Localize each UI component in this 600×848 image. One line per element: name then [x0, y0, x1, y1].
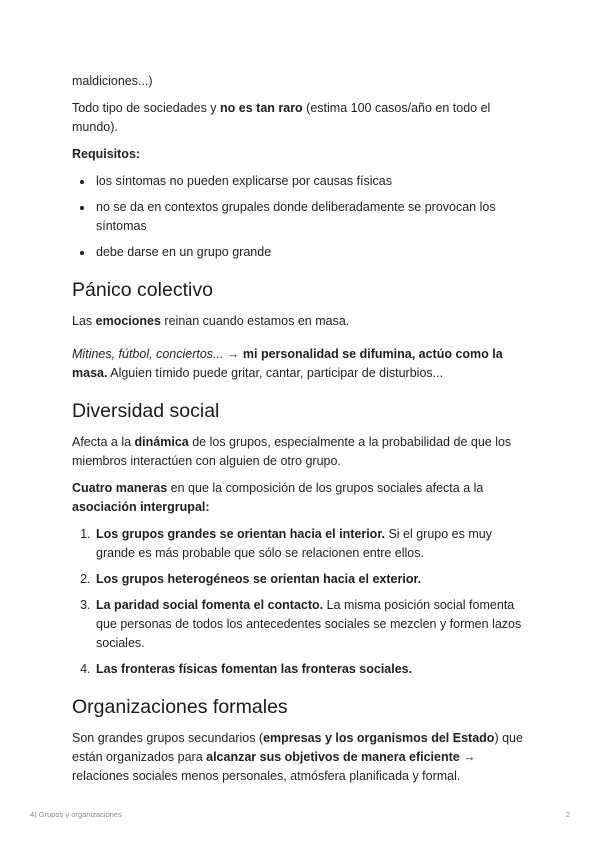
bold-text: Los grupos grandes se orientan hacia el interior.: [96, 527, 385, 541]
list-item: [94, 660, 528, 679]
list-item: • los síntomas no pueden explicarse por causas físicas: [94, 172, 528, 191]
intro-fragment: maldiciones...): [72, 74, 153, 88]
bold-text: dinámica: [134, 435, 189, 449]
footer-document-title: 4) Grupos y organizaciones: [30, 810, 122, 819]
text-run: en que la composición de los grupos sociales afecta a la: [167, 481, 484, 495]
section-heading-panico: Pánico colectivo: [72, 279, 213, 301]
list-item: • debe darse en un grupo grande: [94, 243, 528, 262]
bold-text: Requisitos:: [72, 147, 141, 161]
list-item: • no se da en contextos grupales donde deliberadamente se provocan los síntomas: [94, 198, 528, 236]
bold-text: Las fronteras físicas fomentan las fronteras sociales.: [96, 662, 413, 676]
diversidad-paragraph-2: [72, 479, 528, 517]
text-run: reinan cuando estamos en masa.: [160, 314, 350, 328]
text-run: Las: [72, 314, 96, 328]
bold-text: asociación intergrupal:: [72, 500, 210, 514]
bold-text: alcanzar sus objetivos de manera eficiente: [206, 750, 460, 764]
text-run: La misma posición social fomenta que personas de todos los antecedentes sociales se mezclen y formen lazos sociales.: [96, 598, 522, 650]
panico-paragraph-1: [72, 312, 528, 331]
list-item: [94, 596, 528, 653]
arrow-icon: →: [223, 347, 243, 361]
text-run: Afecta a la: [72, 435, 135, 449]
bold-text: Los grupos heterogéneos se orientan hacia el exterior.: [96, 572, 422, 586]
document-page: [72, 72, 528, 794]
text-run: (estima 100 casos/año en todo el mundo).: [72, 101, 491, 134]
panico-paragraph-2: [72, 345, 528, 383]
text-run: → relaciones sociales menos personales, atmósfera planificada y formal.: [72, 750, 476, 783]
bold-text: La paridad social fomenta el contacto.: [96, 598, 324, 612]
diversidad-list: [72, 525, 528, 679]
bold-text: empresas y los organismos del Estado: [263, 731, 495, 745]
list-item: [94, 570, 528, 589]
requisitos-label: [72, 145, 528, 164]
text-run: de los grupos, especialmente a la probabilidad de que los miembros interactúen con alguien de otro grupo.: [72, 435, 512, 468]
intro-paragraph: [72, 99, 528, 137]
bold-text: Cuatro maneras: [72, 481, 168, 495]
text-run: Si el grupo es muy grande es más probable que sólo se relacionen entre ellos.: [96, 527, 492, 560]
organizaciones-paragraph: [72, 729, 528, 786]
text-run: Son grandes grupos secundarios (: [72, 731, 264, 745]
text-run: Alguien tímido puede gritar, cantar, participar de disturbios...: [107, 366, 444, 380]
section-heading-organizaciones: Organizaciones formales: [72, 696, 288, 718]
bold-text: emociones: [95, 314, 161, 328]
text-run: ) que están organizados para: [72, 731, 523, 764]
bold-text: mi personalidad se difumina, actúo como la masa.: [72, 347, 503, 380]
footer-page-number: 2: [565, 810, 570, 819]
text-run: Todo tipo de sociedades y: [72, 101, 221, 115]
italic-text: Mitines, fútbol, conciertos...: [72, 347, 224, 361]
bold-text: no es tan raro: [220, 101, 303, 115]
diversidad-paragraph-1: [72, 433, 528, 471]
list-item: [94, 525, 528, 563]
section-heading-diversidad: Diversidad social: [72, 400, 220, 422]
requisitos-list: [72, 172, 528, 262]
